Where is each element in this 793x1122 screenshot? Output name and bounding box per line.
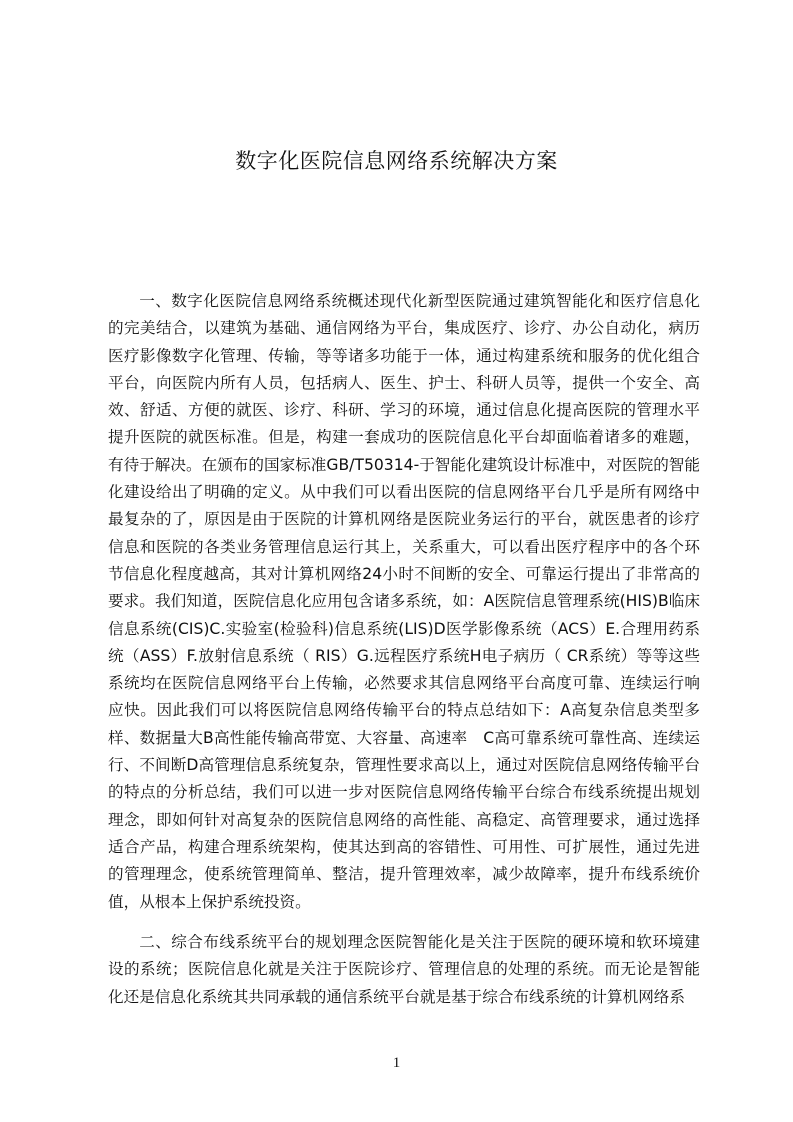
paragraph-cabling-concept: 二、综合布线系统平台的规划理念医院智能化是关注于医院的硬环境和软环境建设的系统；医院信息化就是关注于医院诊疗、管理信息的处理的系统。而无论是智能化还是信息化系统其共同承载的通信系统平台就是基于综合布线系统的计算机网络系 <box>108 933 700 1006</box>
paragraph-overview: 一、数字化医院信息网络系统概述现代化新型医院通过建筑智能化和医疗信息化的完美结合，以建筑为基础、通信网络为平台，集成医疗、诊疗、办公自动化，病历医疗影像数字化管理、传输，等等诸多功能于一体，通过构建系统和服务的优化组合平台，向医院内所有人员，包括病人、医生、护士、科研人员等，提供一个安全、高效、舒适、方便的就医、诊疗、科研、学习的环境，通过信息化提高医院的管理水平提升医院的就医标准。但是，构建一套成功的医院信息化平台却面临着诸多的难题，有待于解决。在颁布的国家标准GB/T50314-于智能化建筑设计标准中，对医院的智能化建设给出了明确的定义。从中我们可以看出医院的信息网络平台几乎是所有网络中最复杂的了，原因是由于医院的计算机网络是医院业务运行的平台，就医患者的诊疗信息和医院的各类业务管理信息运行其上，关系重大，可以看出医疗程序中的各个环节信息化程度越高，其对计算机网络24小时不间断的安全、可靠运行提出了非常高的要求。我们知道，医院信息化应用包含诸多系统，如：A医院信息管理系统(HIS)B临床信息系统(CIS)C.实验室(检验科)信息系统(LIS)D医学影像系统（ACS）E.合理用药系统（ASS）F.放射信息系统（ RIS）G.远程医疗系统H电子病历（ CR系统）等等这些系统均在医院信息网络平台上传输，必然要求其信息网络平台高度可靠、连续运行响应快。因此我们可以将医院信息网络传输平台的特点总结如下：A高复杂信息类型多样、数据量大B高性能传输高带宽、大容量、高速率 C高可靠系统可靠性高、连续运行、不间断D高管理信息系统复杂，管理性要求高以上，通过对医院信息网络传输平台的特点的分析总结，我们可以进一步对医院信息网络传输平台综合布线系统提出规划理念，即如何针对高复杂的医院信息网络的高性能、高稳定、高管理要求，通过选择适合产品，构建合理系统架构，使其达到高的容错性、可用性、可扩展性，通过先进的管理理念，使系统管理简单、整洁，提升管理效率，减少故障率，提升布线系统价值，从根本上保护系统投资。 <box>108 292 700 911</box>
page-number: 1 <box>392 1055 401 1071</box>
document-title: 数字化医院信息网络系统解决方案 <box>235 149 558 173</box>
